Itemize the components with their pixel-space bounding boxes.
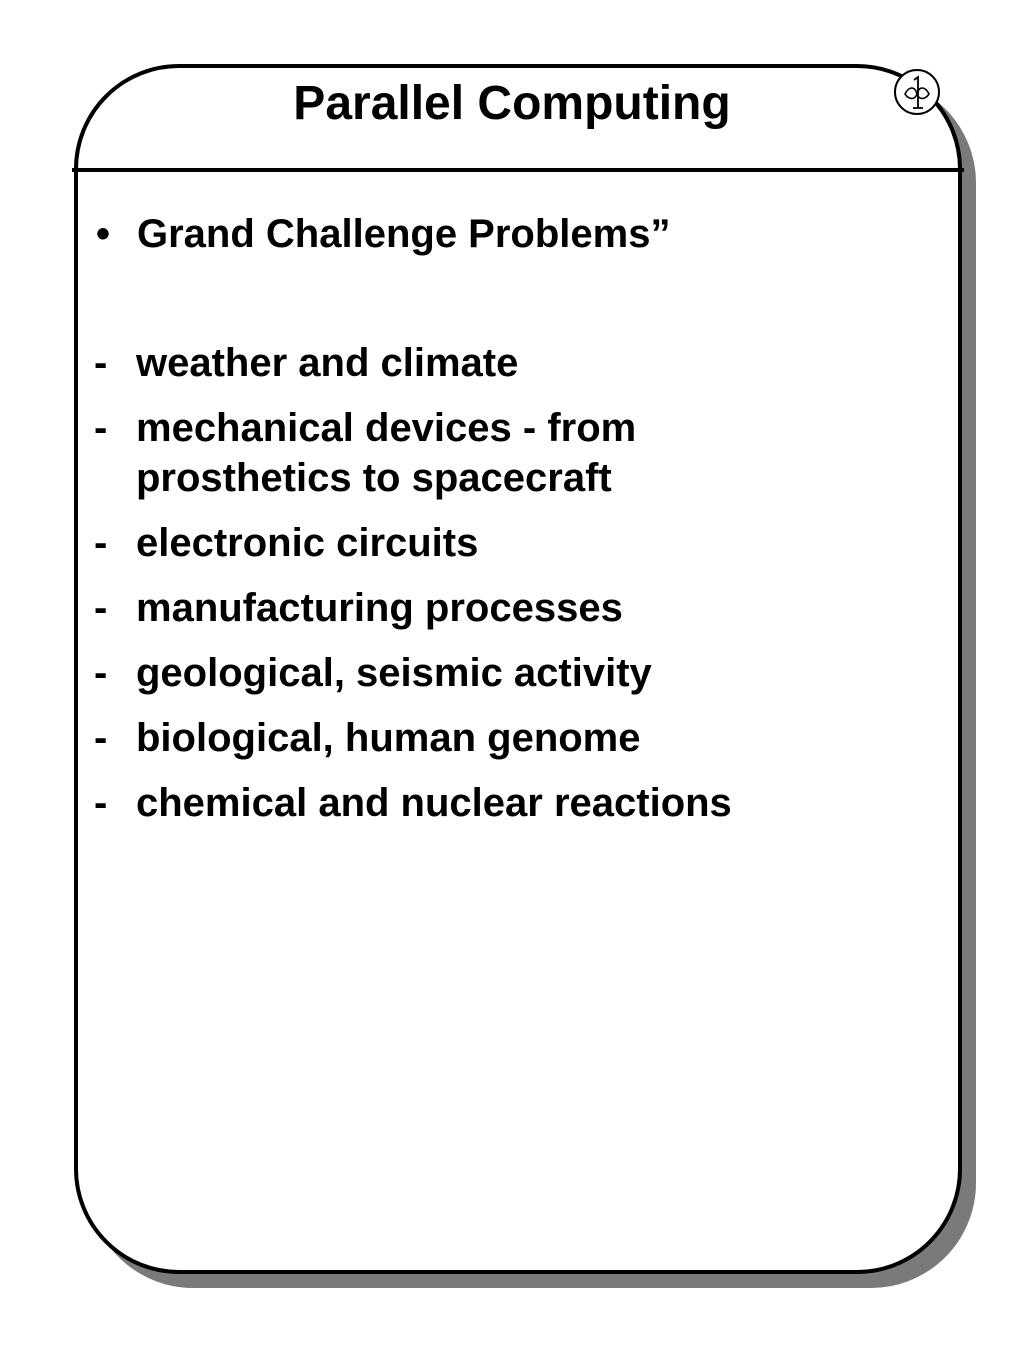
list-dash: -: [94, 586, 108, 630]
problem-list: [94, 338, 934, 843]
list-dash: -: [94, 521, 108, 565]
list-dash: -: [94, 781, 108, 825]
heading-text: Grand Challenge Problems”: [137, 212, 671, 256]
slide-title: Parallel Computing: [293, 77, 731, 130]
section-heading: [96, 208, 670, 260]
list-item-text: biological, human genome: [136, 716, 641, 760]
title-divider: [72, 168, 964, 172]
list-item: [94, 713, 934, 763]
list-item: [94, 338, 934, 388]
list-dash: -: [94, 341, 108, 385]
list-item-text: mechanical devices - from: [136, 406, 637, 450]
list-item-text: chemical and nuclear reactions: [136, 781, 732, 825]
list-item: [94, 518, 934, 568]
list-item: [94, 583, 934, 633]
list-item-text: manufacturing processes: [136, 586, 623, 630]
heading-bullet: •: [96, 212, 111, 256]
list-dash: -: [94, 651, 108, 695]
list-dash: -: [94, 716, 108, 760]
list-item: [94, 648, 934, 698]
list-dash: -: [94, 406, 108, 450]
list-item-text: geological, seismic activity: [136, 651, 652, 695]
list-item-text: electronic circuits: [136, 521, 479, 565]
circled-one-logo-icon: [893, 68, 941, 116]
list-item: [94, 778, 934, 828]
list-item: [94, 403, 934, 503]
list-item-continuation: prosthetics to spacecraft: [136, 456, 612, 500]
list-item-text: weather and climate: [136, 341, 519, 385]
